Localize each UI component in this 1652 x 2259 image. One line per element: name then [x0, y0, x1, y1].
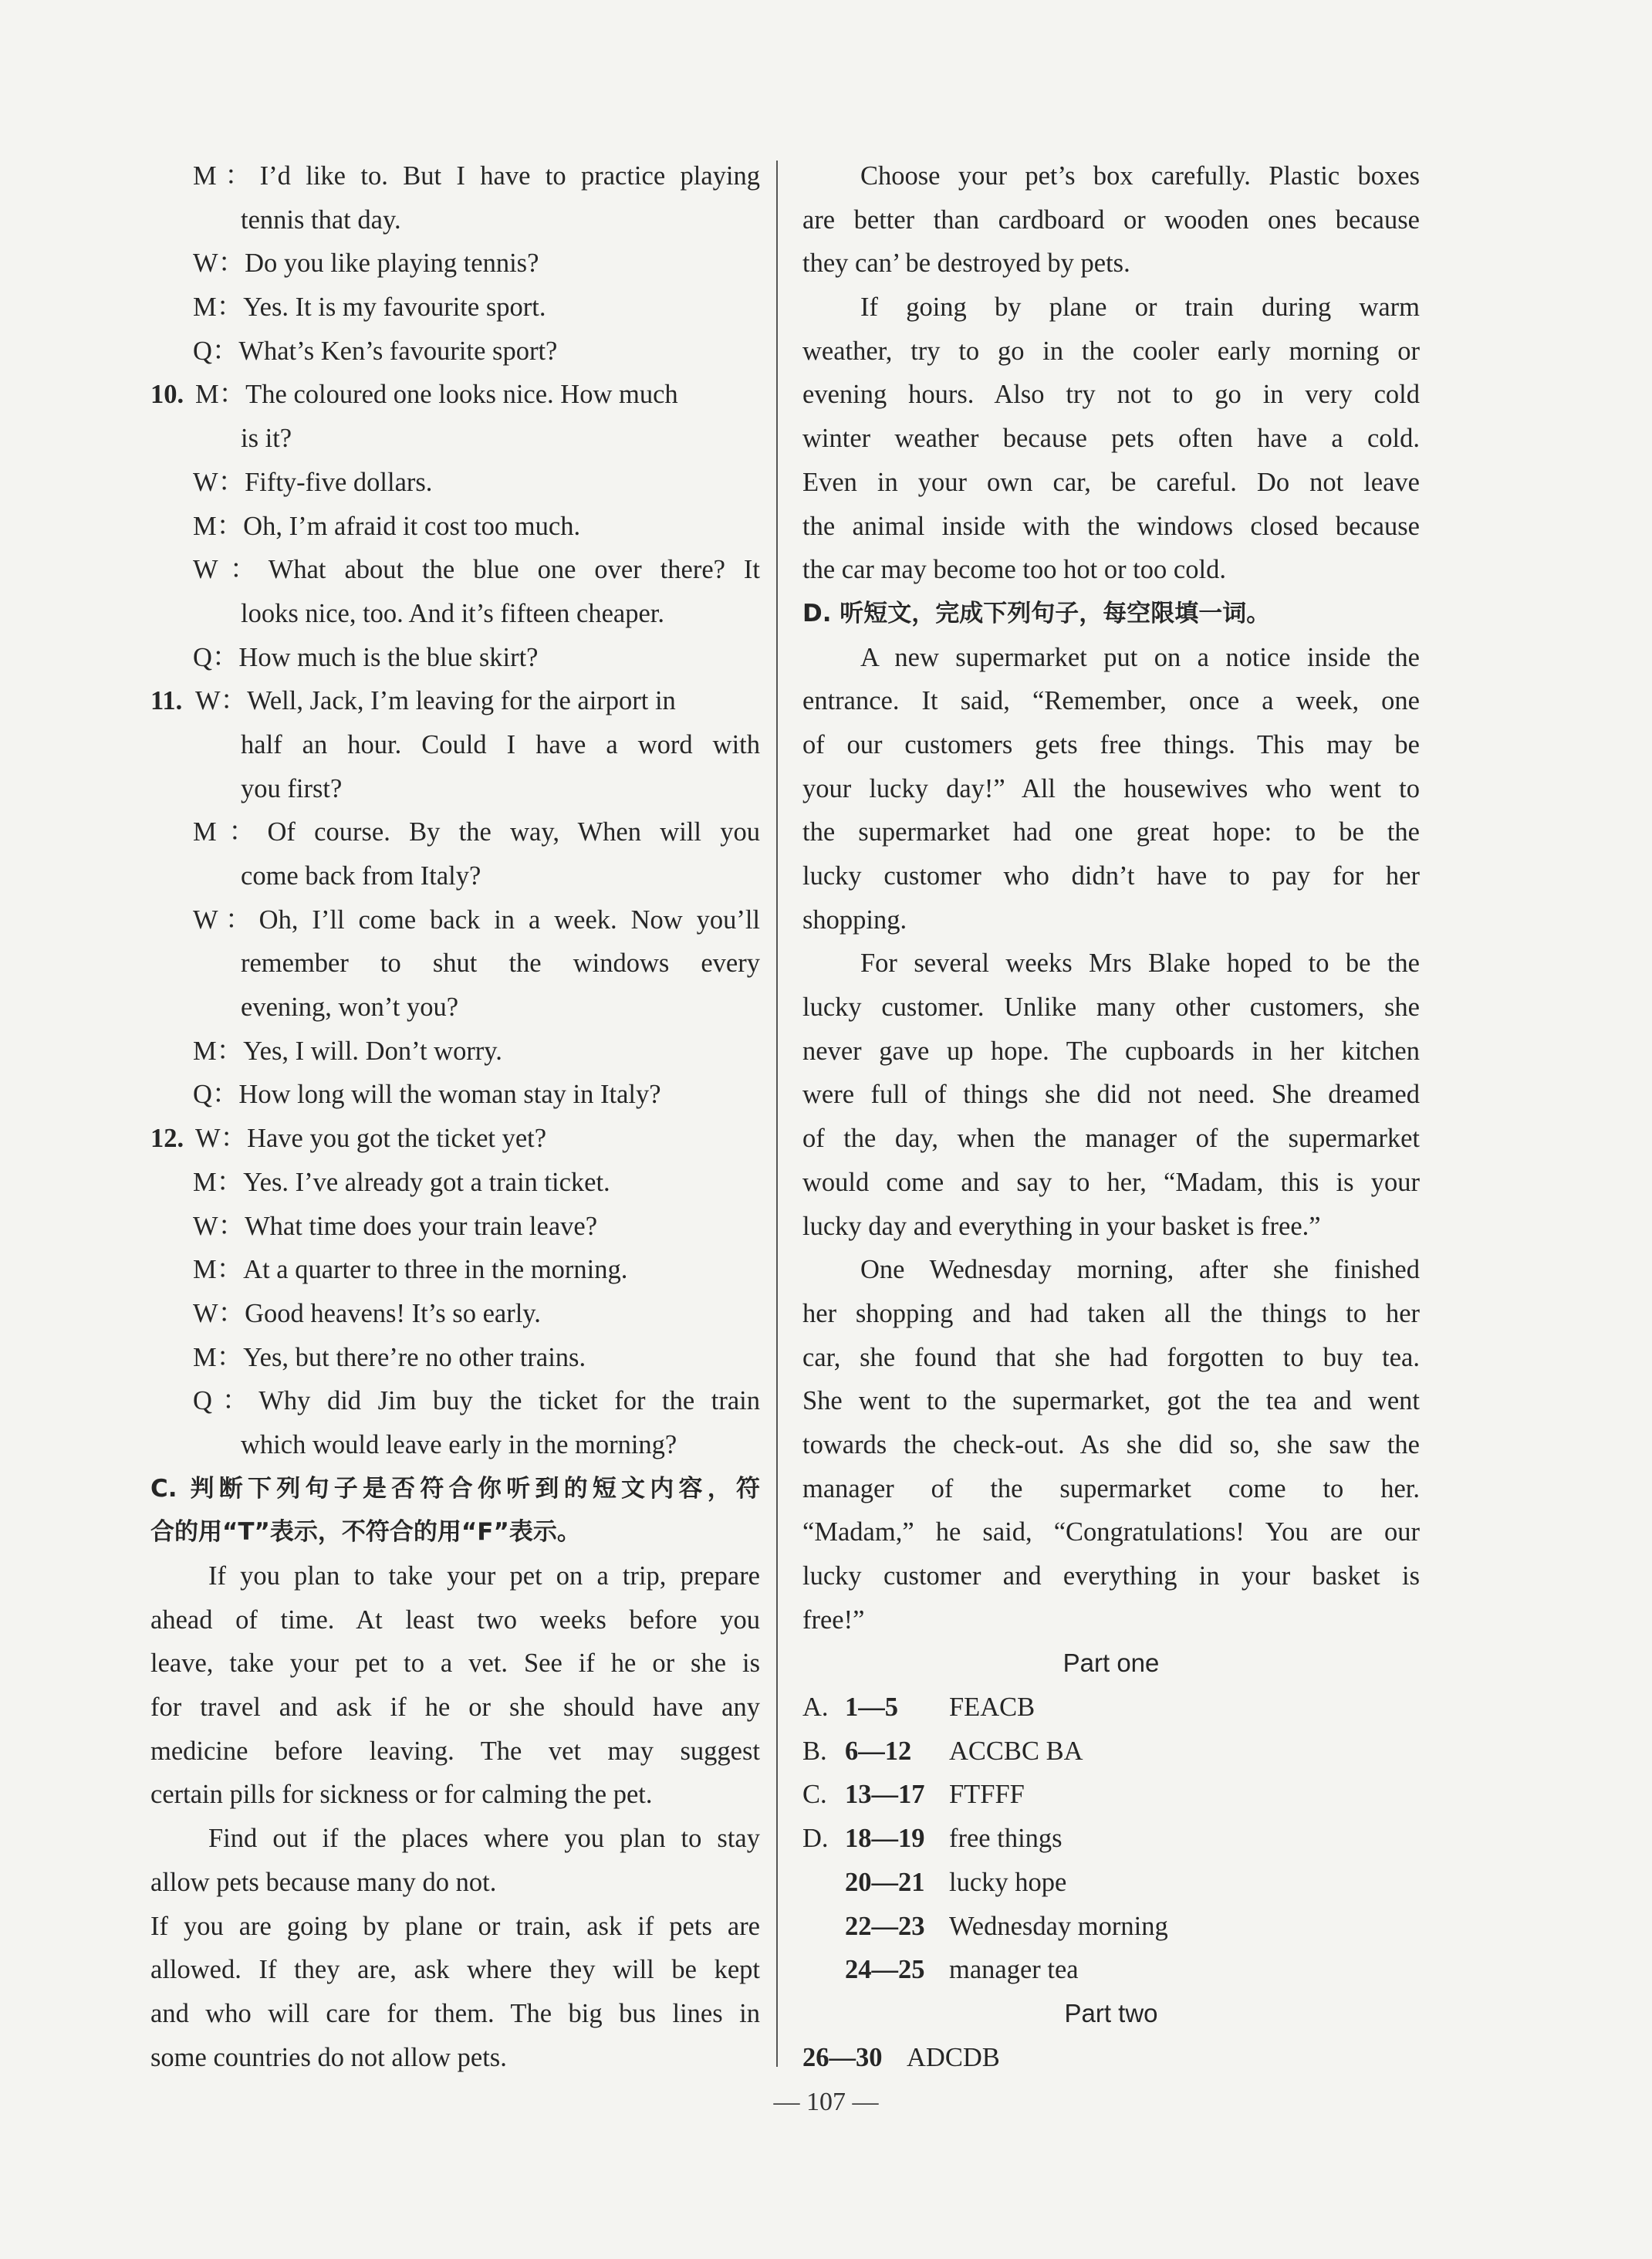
part-title: Part one	[1062, 1649, 1160, 1678]
text-line: remember to shut the windows every	[241, 949, 760, 979]
text-line: M：Yes, but there’re no other trains.	[193, 1342, 586, 1372]
text-line: ahead of time. At least two weeks before you	[150, 1605, 760, 1635]
text-line: allow pets because many do not.	[150, 1867, 497, 1897]
text-line: M：Yes. It is my favourite sport.	[193, 293, 546, 323]
answer-row	[802, 1905, 1420, 1949]
text-line: W：Do you like playing tennis?	[193, 249, 539, 279]
text-line: your lucky day!” All the housewives who went to	[802, 773, 1420, 803]
text-line: tennis that day.	[241, 205, 401, 235]
text-line: you first?	[241, 773, 343, 803]
text-line: of the day, when the manager of the supermarket	[802, 1124, 1420, 1154]
answer-range: 18—19	[845, 1824, 925, 1854]
text-line: If going by plane or train during warm	[860, 293, 1420, 323]
line-text: W：Have you got the ticket yet?	[195, 1124, 547, 1154]
text-line: towards the check-out. As she did so, she saw the	[802, 1429, 1420, 1459]
text-line: entrance. It said, “Remember, once a week, one	[802, 686, 1420, 716]
text-line: shopping.	[802, 905, 907, 935]
text-line: If you are going by plane or train, ask if pets are	[150, 1911, 760, 1941]
answer-value: free things	[949, 1824, 1062, 1854]
text-line: half an hour. Could I have a word with	[241, 729, 760, 759]
text-line: leave, take your pet to a vet. See if he or she is	[150, 1649, 760, 1679]
text-line: free!”	[802, 1605, 865, 1635]
text-line	[150, 679, 760, 723]
text-line: M：At a quarter to three in the morning.	[193, 1255, 628, 1285]
section-heading: C. 判断下列句子是否符合你听到的短文内容，符	[150, 1474, 760, 1503]
text-line: looks nice, too. And it’s fifteen cheaper.	[241, 598, 664, 628]
answer-value: FEACB	[949, 1693, 1035, 1723]
answer-row	[802, 1817, 1420, 1861]
text-line: Q：What’s Ken’s favourite sport?	[193, 336, 558, 366]
answer-row	[802, 1861, 1420, 1905]
answer-row	[802, 1948, 1420, 1992]
text-line: come back from Italy?	[241, 861, 481, 891]
text-line: weather, try to go in the cooler early morning or	[802, 336, 1420, 366]
text-line: car, she found that she had forgotten to buy tea.	[802, 1342, 1420, 1372]
column-divider	[776, 161, 778, 2067]
text-line: M：Yes. I’ve already got a train ticket.	[193, 1167, 610, 1197]
answer-range: 22—23	[845, 1911, 925, 1941]
answer-letter: C.	[802, 1780, 827, 1810]
section-heading: D. 听短文，完成下列句子，每空限填一词。	[802, 599, 1271, 627]
text-line: For several weeks Mrs Blake hoped to be the	[860, 949, 1420, 979]
text-line	[150, 373, 760, 417]
part-title: Part two	[1064, 1998, 1158, 2027]
text-line: certain pills for sickness or for calming the pet.	[150, 1780, 653, 1810]
answer-value: FTFFF	[949, 1780, 1025, 1810]
text-line: If you plan to take your pet on a trip, prepare	[208, 1561, 760, 1591]
text-line: lucky customer who didn’t have to pay for her	[802, 861, 1420, 891]
answer-range: 26—30	[802, 2042, 883, 2072]
left-column	[150, 154, 760, 2079]
answer-row	[802, 1773, 1420, 1817]
text-line: Even in your own car, be careful. Do not leave	[802, 467, 1420, 497]
text-line: manager of the supermarket come to her.	[802, 1473, 1420, 1503]
text-line: She went to the supermarket, got the tea and went	[802, 1386, 1420, 1416]
text-line: winter weather because pets often have a cold.	[802, 424, 1420, 454]
text-line: M：I’d like to. But I have to practice playing	[193, 161, 760, 191]
answer-value: lucky hope	[949, 1867, 1067, 1897]
text-line: A new supermarket put on a notice inside the	[860, 642, 1420, 672]
answer-row	[802, 1730, 1420, 1774]
text-line: never gave up hope. The cupboards in her kitchen	[802, 1036, 1420, 1066]
text-line: evening hours. Also try not to go in very cold	[802, 380, 1420, 410]
page-number: — 107 —	[773, 2088, 879, 2116]
text-line: some countries do not allow pets.	[150, 2042, 507, 2072]
text-line: which would leave early in the morning?	[241, 1429, 677, 1459]
text-line: W：What about the blue one over there? It	[193, 555, 760, 585]
text-line: of our customers gets free things. This may be	[802, 729, 1420, 759]
text-line: the car may become too hot or too cold.	[802, 555, 1226, 585]
answer-value: Wednesday morning	[949, 1911, 1168, 1941]
line-text: W：Well, Jack, I’m leaving for the airport in	[195, 686, 676, 716]
answer-range: 13—17	[845, 1780, 925, 1810]
right-column	[802, 154, 1420, 2079]
answer-letter: D.	[802, 1824, 829, 1854]
text-line: W：What time does your train leave?	[193, 1211, 598, 1241]
text-line: Q：How long will the woman stay in Italy?	[193, 1080, 661, 1110]
text-line: “Madam,” he said, “Congratulations! You are our	[802, 1517, 1420, 1547]
answer-letter: A.	[802, 1693, 829, 1723]
text-line: W：Fifty-five dollars.	[193, 467, 433, 497]
text-line: would come and say to her, “Madam, this is your	[802, 1167, 1420, 1197]
text-line: lucky customer. Unlike many other customers, she	[802, 993, 1420, 1023]
answer-range: 1—5	[845, 1693, 898, 1723]
text-line: evening, won’t you?	[241, 993, 459, 1023]
answer-row	[802, 1686, 1420, 1730]
answer-value: manager tea	[949, 1955, 1079, 1985]
text-line: and who will care for them. The big bus lines in	[150, 1998, 760, 2028]
question-number: 12.	[150, 1124, 184, 1154]
text-line: they can’ be destroyed by pets.	[802, 249, 1130, 279]
text-line: were full of things she did not need. She dreamed	[802, 1080, 1420, 1110]
question-number: 11.	[150, 686, 183, 716]
text-line: for travel and ask if he or she should have any	[150, 1693, 760, 1723]
text-line: medicine before leaving. The vet may suggest	[150, 1736, 760, 1766]
answer-value: ACCBC BA	[949, 1736, 1083, 1766]
text-line: her shopping and had taken all the things to her	[802, 1298, 1420, 1328]
text-line: M：Of course. By the way, When will you	[193, 817, 760, 847]
text-line: M：Oh, I’m afraid it cost too much.	[193, 511, 581, 541]
text-line: the supermarket had one great hope: to be the	[802, 817, 1420, 847]
answer-range: 24—25	[845, 1955, 925, 1985]
answer-range: 6—12	[845, 1736, 912, 1766]
text-line: Q：Why did Jim buy the ticket for the train	[193, 1386, 760, 1416]
text-line: is it?	[241, 424, 292, 454]
answer-range: 20—21	[845, 1867, 925, 1897]
text-line: W：Good heavens! It’s so early.	[193, 1298, 541, 1328]
answer-letter: B.	[802, 1736, 827, 1766]
text-line	[150, 1117, 760, 1161]
text-line: lucky day and everything in your basket is free.”	[802, 1211, 1321, 1241]
text-line: allowed. If they are, ask where they will be kept	[150, 1955, 760, 1985]
question-number: 10.	[150, 380, 184, 410]
answer-row	[802, 2036, 1420, 2080]
text-line: lucky customer and everything in your basket is	[802, 1561, 1420, 1591]
text-line: M：Yes, I will. Don’t worry.	[193, 1036, 502, 1066]
text-line: the animal inside with the windows closed because	[802, 511, 1420, 541]
text-line: are better than cardboard or wooden ones because	[802, 205, 1420, 235]
line-text: M：The coloured one looks nice. How much	[195, 380, 678, 410]
answer-value: ADCDB	[907, 2042, 1000, 2072]
section-heading: 合的用“T”表示，不符合的用“F”表示。	[150, 1518, 581, 1547]
text-line: One Wednesday morning, after she finished	[860, 1255, 1420, 1285]
text-line: Q：How much is the blue skirt?	[193, 642, 539, 672]
text-line: Choose your pet’s box carefully. Plastic boxes	[860, 161, 1420, 191]
text-line: Find out if the places where you plan to stay	[208, 1824, 760, 1854]
text-line: W：Oh, I’ll come back in a week. Now you’ll	[193, 905, 760, 935]
